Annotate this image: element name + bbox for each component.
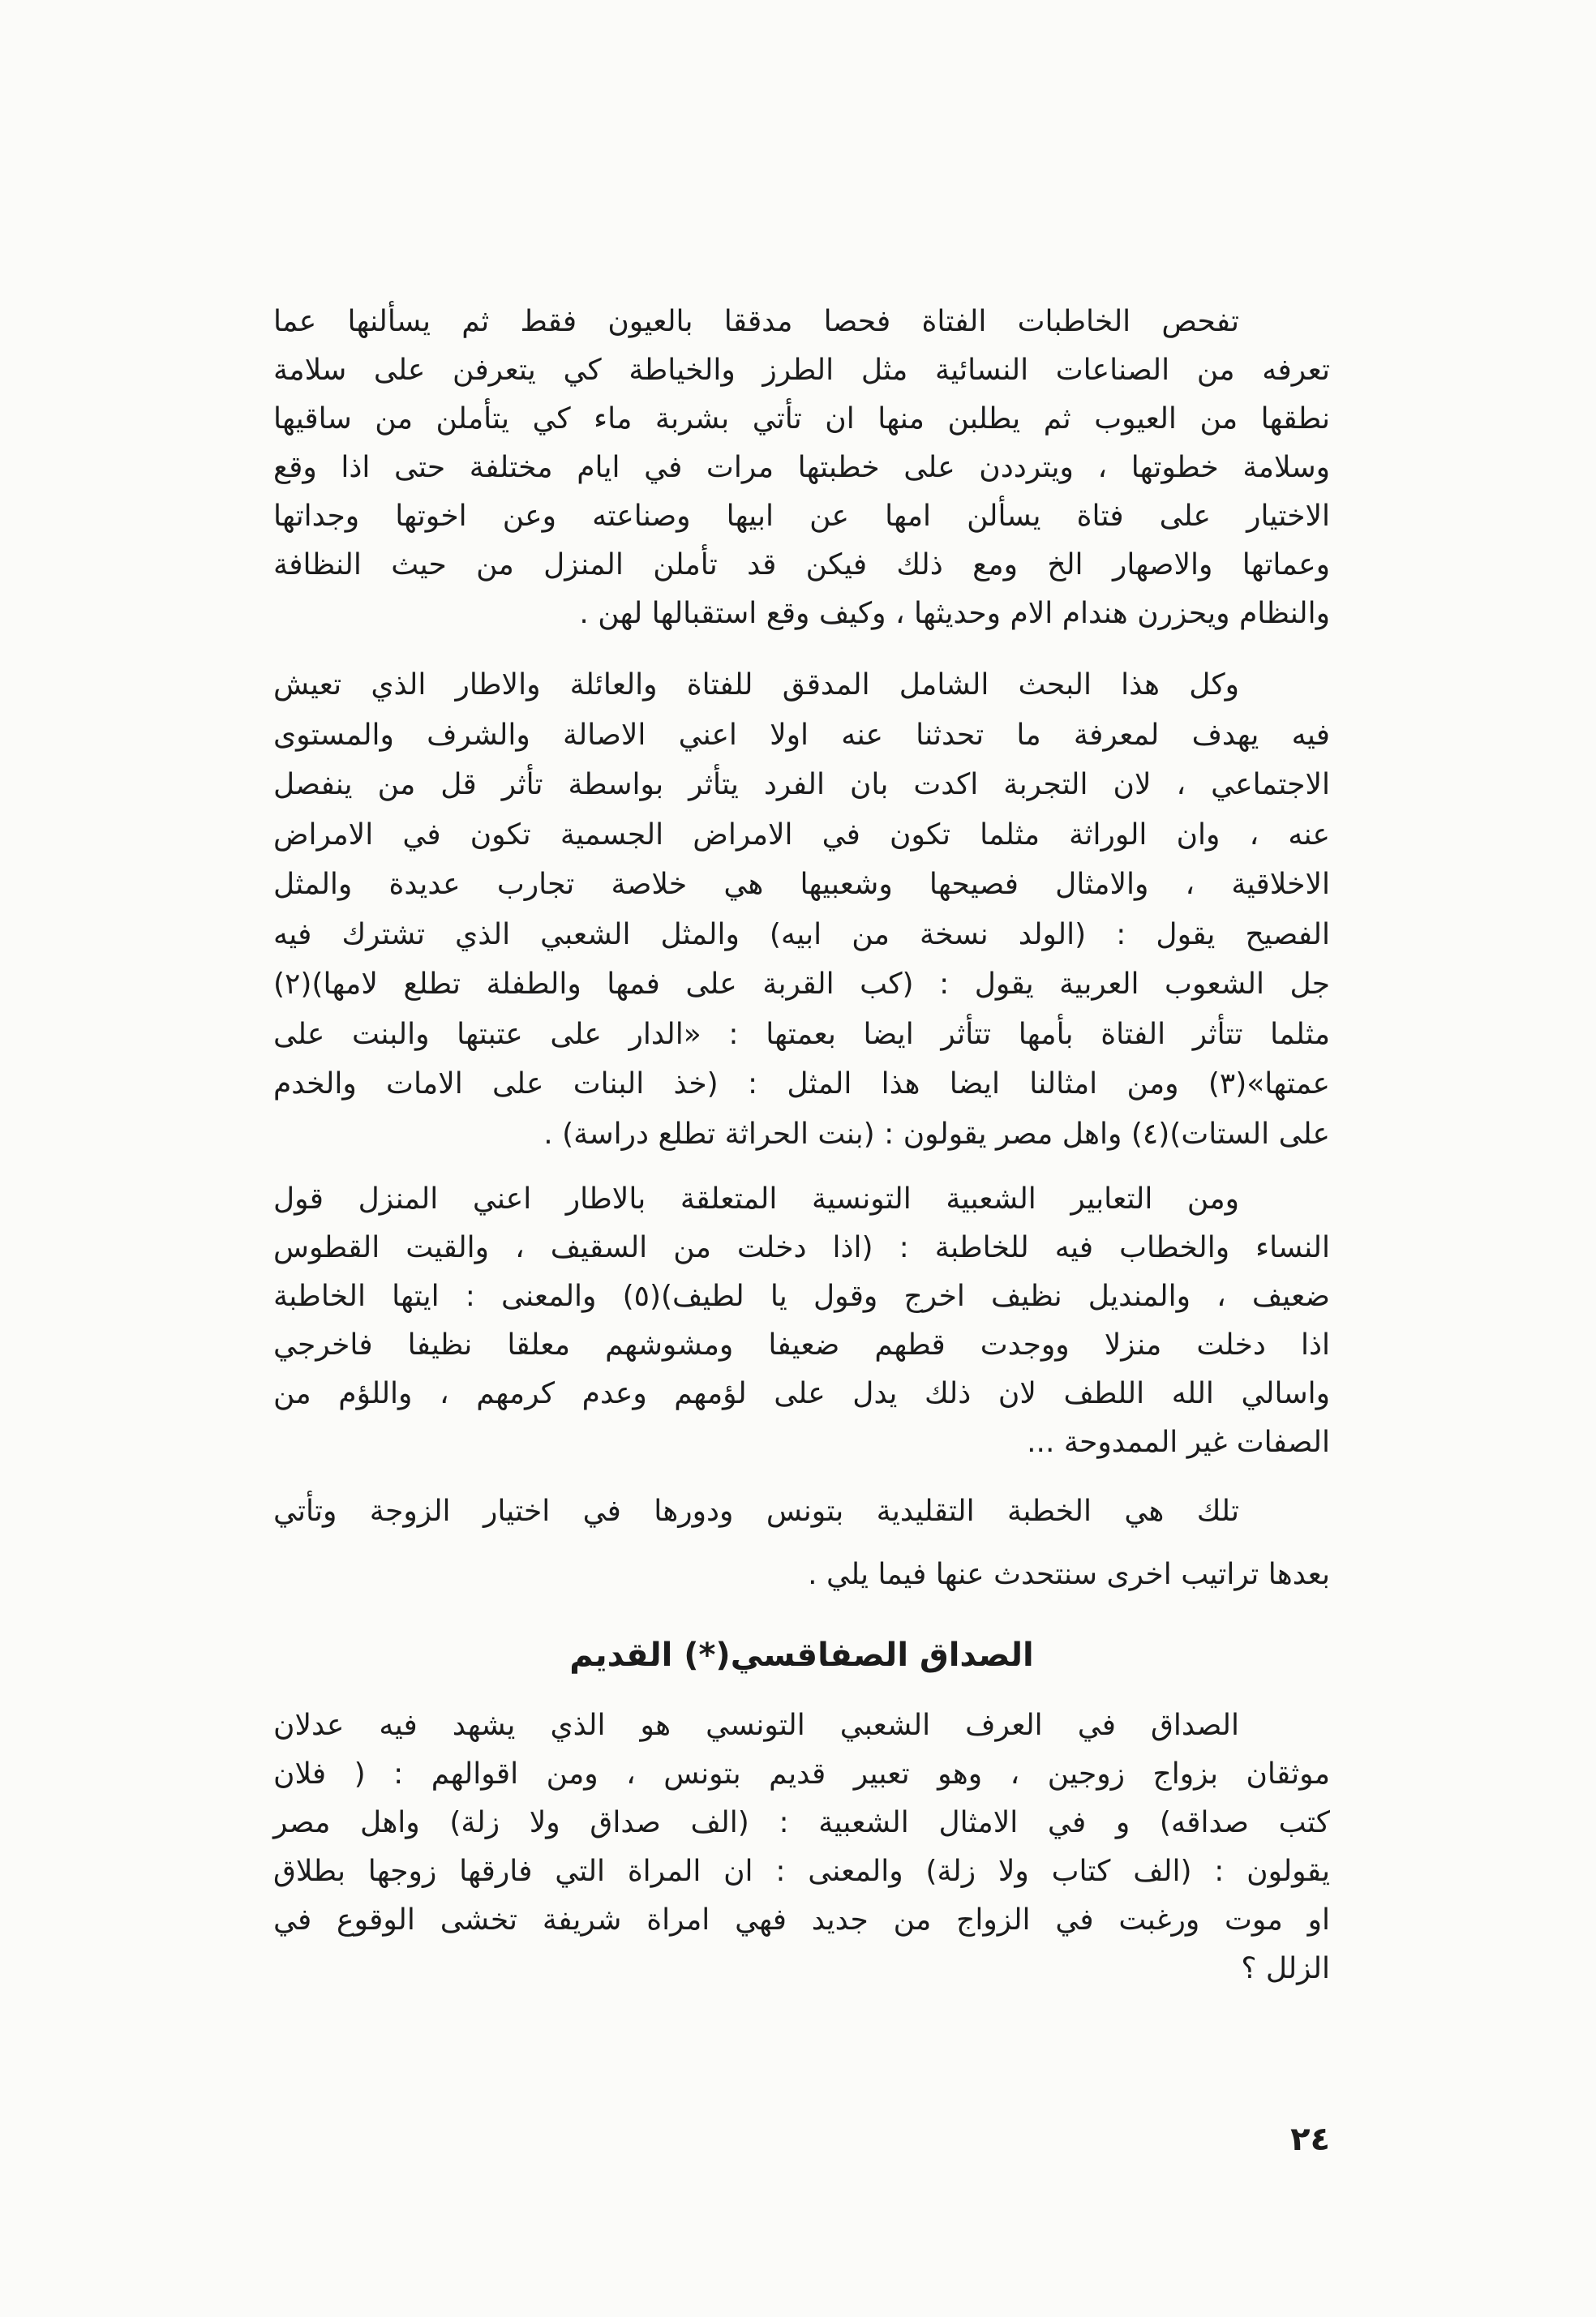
text-line: مثلما تتأثر الفتاة بأمها تتأثر ايضا بعمتها : «الدار على عتبتها والبنت على — [273, 1017, 1330, 1051]
text-line: الزلل ؟ — [1241, 1952, 1330, 1985]
text-line: فيه يهدف لمعرفة ما تحدثنا عنه اولا اعني الاصالة والشرف والمستوى — [273, 718, 1330, 752]
paragraph — [273, 1487, 1330, 1614]
text-line: ضعيف ، والمنديل نظيف اخرج وقول يا لطيف)(٥) والمعنى : ايتها الخاطبة — [273, 1280, 1331, 1313]
text-line: وسلامة خطوتها ، ويترددن على خطبتها مرات في ايام مختلفة حتى اذا وقع — [273, 451, 1330, 484]
page-number: ٢٤ — [1290, 2121, 1330, 2158]
text-line: واسالي الله اللطف لان ذلك يدل على لؤمهم وعدم كرمهم ، واللؤم من — [273, 1377, 1330, 1410]
text-line: عنه ، وان الوراثة مثلما تكون في الامراض الجسمية تكون في الامراض — [273, 817, 1330, 852]
paragraph — [273, 1175, 1330, 1467]
text-line: الصداق في العرف الشعبي التونسي هو الذي يشهد فيه عدلان — [273, 1709, 1239, 1742]
paragraph — [273, 1701, 1330, 1993]
text-line: الاختيار على فتاة يسألن امها عن ابيها وصناعته وعن اخوتها وجداتها — [273, 500, 1330, 533]
text-line: الاجتماعي ، لان التجربة اكدت بان الفرد يتأثر بواسطة تأثر قل من ينفصل — [273, 768, 1330, 801]
text-line: على الستات)(٤) واهل مصر يقولون : (بنت الحراثة تطلع دراسة) . — [543, 1117, 1330, 1151]
text-line: وعماتها والاصهار الخ ومع ذلك فيكن قد تأملن المنزل من حيث النظافة — [273, 548, 1330, 581]
text-line: يقولون : (الف كتاب ولا زلة) والمعنى : ان المراة التي فارقها زوجها بطلاق — [273, 1855, 1330, 1888]
text-line: او موت ورغبت في الزواج من جديد فهي امراة شريفة تخشى الوقوع في — [273, 1903, 1330, 1937]
paragraph — [273, 298, 1330, 638]
section-heading: الصداق الصفاقسي(*) القديم — [569, 1637, 1034, 1674]
text-line: تلك هي الخطبة التقليدية بتونس ودورها في اختيار الزوجة وتأتي — [273, 1495, 1239, 1528]
text-line: النساء والخطاب فيه للخاطبة : (اذا دخلت من السقيف ، والقيت القطوس — [273, 1231, 1330, 1264]
text-line: بعدها تراتيب اخرى سنتحدث عنها فيما يلي . — [808, 1558, 1330, 1591]
text-line: تفحص الخاطبات الفتاة فحصا مدققا بالعيون فقط ثم يسألنها عما — [273, 305, 1239, 338]
text-line: وكل هذا البحث الشامل المدقق للفتاة والعائلة والاطار الذي تعيش — [273, 668, 1239, 702]
text-line: كتب صداقه) و في الامثال الشعبية : (الف صداق ولا زلة) واهل مصر — [273, 1806, 1330, 1839]
text-line: عمتها»(٣) ومن امثالنا ايضا هذا المثل : (خذ البنات على الامات والخدم — [273, 1067, 1330, 1101]
text-line: الصفات غير الممدوحة ... — [1027, 1426, 1330, 1459]
text-line: ومن التعابير الشعبية التونسية المتعلقة بالاطار اعني المنزل قول — [273, 1182, 1239, 1216]
text-line: موثقان بزواج زوجين ، وهو تعبير قديم بتونس ، ومن اقوالهم : ( فلان — [273, 1757, 1330, 1791]
text-line: والنظام ويحزرن هندام الام وحديثها ، وكيف وقع استقبالها لهن . — [579, 597, 1330, 630]
text-line: جل الشعوب العربية يقول : (كب القربة على فمها والطفلة تطلع لامها)(٢) — [273, 968, 1330, 1001]
text-line: الفصيح يقول : (الولد نسخة من ابيه) والمثل الشعبي الذي تشترك فيه — [273, 917, 1330, 951]
text-line: الاخلاقية ، والامثال فصيحها وشعبيها هي خلاصة تجارب عديدة والمثل — [273, 868, 1330, 901]
paragraph — [273, 660, 1330, 1159]
text-line: تعرفه من الصناعات النسائية مثل الطرز والخياطة كي يتعرفن على سلامة — [273, 354, 1330, 387]
text-line: نطقها من العيوب ثم يطلبن منها ان تأتي بشربة ماء كي يتأملن من ساقيها — [273, 402, 1330, 436]
text-line: اذا دخلت منزلا ووجدت قطهم ضعيفا ومشوشهم معلقا نظيفا فاخرجي — [273, 1328, 1330, 1362]
